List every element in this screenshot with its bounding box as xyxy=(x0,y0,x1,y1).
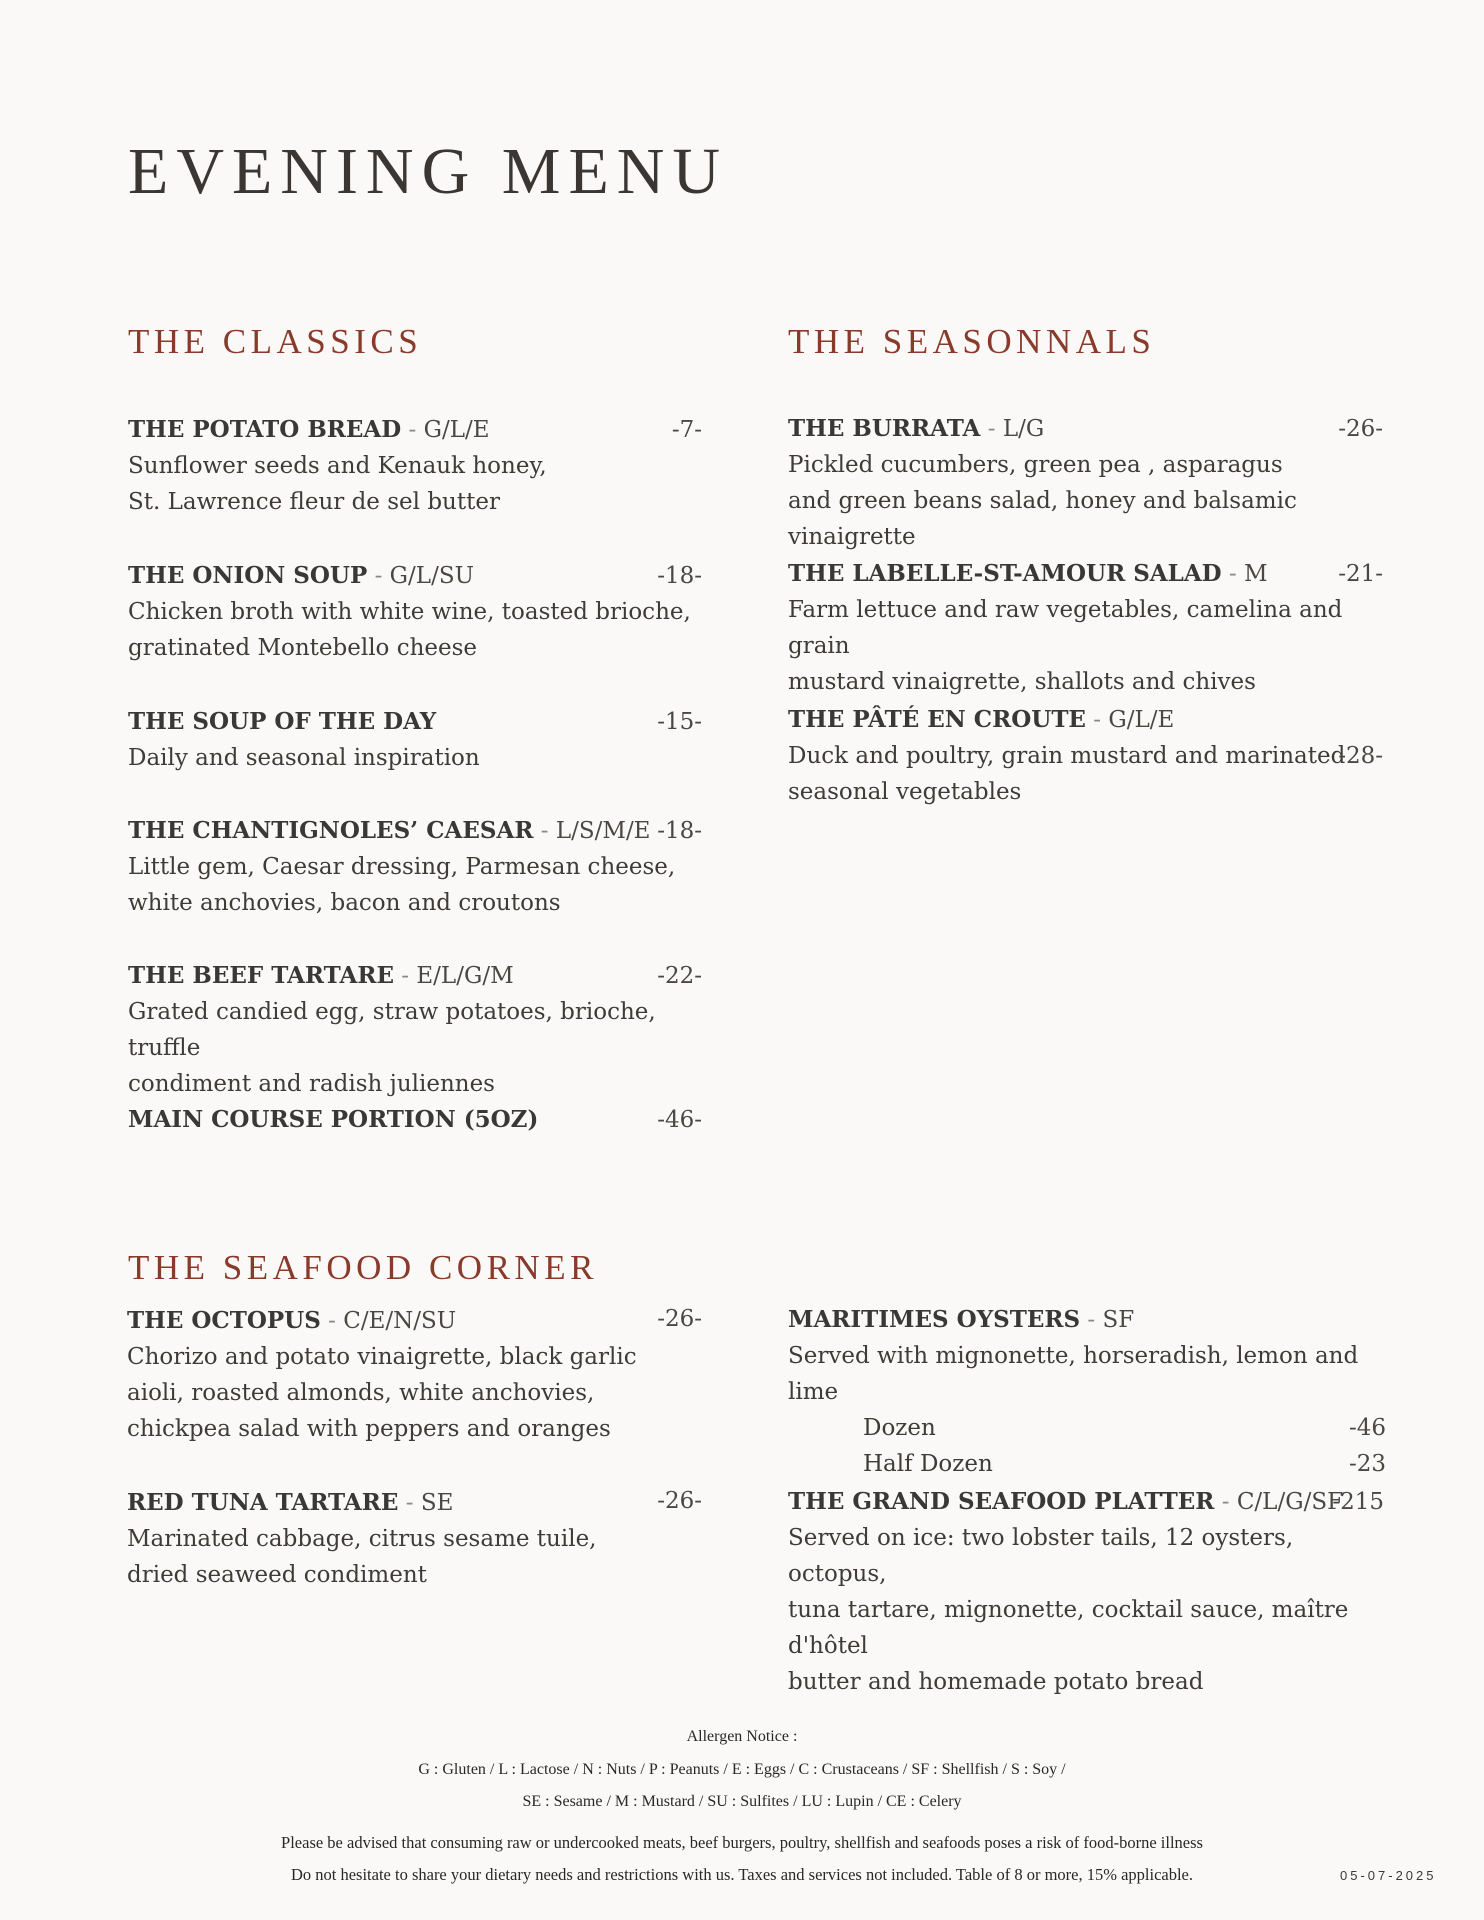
menu-item-labelle-salad: THE LABELLE-ST-AMOUR SALAD - M -21- Farm lettuce and raw vegetables, camelina and grain mustard vinaigrette, shallots and chives xyxy=(788,556,1385,700)
item-price: -18- xyxy=(657,563,702,589)
item-price: -26- xyxy=(657,1306,702,1332)
menu-item-grand-seafood-platter: THE GRAND SEAFOOD PLATTER - C/L/G/SF -215 Served on ice: two lobster tails, 12 oysters, octopus, tuna tartare, mignonette, cocktail sauce, maître d'hôtel butter and homemade potato bread xyxy=(788,1484,1386,1700)
item-price: -22- xyxy=(657,963,702,989)
section-title-classics: THE CLASSICS xyxy=(128,322,423,361)
section-title-seafood: THE SEAFOOD CORNER xyxy=(128,1248,598,1287)
menu-item-beef-tartare: THE BEEF TARTARE - E/L/G/M -22- Grated candied egg, straw potatoes, brioche, truffle condiment and radish juliennes MAIN COURSE PORTION (5OZ) -46- xyxy=(128,958,702,1138)
allergen-notice-title: Allergen Notice : xyxy=(686,1728,798,1745)
menu-item-caesar: THE CHANTIGNOLES’ CAESAR - L/S/M/E -18- Little gem, Caesar dressing, Parmesan cheese, white anchovies, bacon and croutons xyxy=(128,813,702,921)
menu-item-soup-of-the-day: THE SOUP OF THE DAY -15- Daily and seasonal inspiration xyxy=(128,704,702,776)
item-price: -46- xyxy=(657,1107,702,1133)
item-price: -7- xyxy=(671,417,702,443)
item-price: -21- xyxy=(1338,561,1383,587)
item-price: -215 xyxy=(1332,1489,1384,1515)
menu-item-pate-en-croute: THE PÂTÉ EN CROUTE - G/L/E Duck and poultry, grain mustard and marinated -28- seasonal vegetables xyxy=(788,706,1383,805)
menu-item-red-tuna-tartare: RED TUNA TARTARE - SE -26- Marinated cabbage, citrus sesame tuile, dried seaweed condiment xyxy=(127,1485,702,1593)
menu-item-potato-bread: THE POTATO BREAD - G/L/E -7- Sunflower seeds and Kenauk honey, St. Lawrence fleur de sel butter xyxy=(128,412,702,520)
allergen-legend-line-1: G : Gluten / L : Lactose / N : Nuts / P : Peanuts / E : Eggs / C : Crustaceans / SF : Shellfish / S : Soy / xyxy=(418,1761,1066,1778)
menu-item-octopus: THE OCTOPUS - C/E/N/SU -26- Chorizo and potato vinaigrette, black garlic aioli, roasted almonds, white anchovies, chickpea salad with peppers and oranges xyxy=(127,1303,702,1447)
item-price: -18- xyxy=(657,818,702,844)
item-price: -26- xyxy=(657,1488,702,1514)
item-price: -46 xyxy=(1348,1415,1386,1441)
section-title-seasonnals: THE SEASONNALS xyxy=(788,322,1156,361)
allergen-legend-line-2: SE : Sesame / M : Mustard / SU : Sulfites / LU : Lupin / CE : Celery xyxy=(522,1793,962,1810)
food-safety-warning: Please be advised that consuming raw or undercooked meats, beef burgers, poultry, shellfish and seafoods poses a risk of food-borne illness xyxy=(281,1833,1203,1852)
item-price: -23 xyxy=(1348,1451,1386,1477)
menu-item-maritimes-oysters: MARITIMES OYSTERS - SF Served with mignonette, horseradish, lemon and lime Dozen -46 Half Dozen -23 xyxy=(788,1302,1386,1482)
menu-item-onion-soup: THE ONION SOUP - G/L/SU -18- Chicken broth with white wine, toasted brioche, gratinated Montebello cheese xyxy=(128,558,702,666)
oyster-option-dozen: Dozen -46 xyxy=(788,1410,1386,1446)
menu-title: EVENING MENU xyxy=(128,135,729,208)
menu-item-burrata: THE BURRATA - L/G -26- Pickled cucumbers, green pea , asparagus and green beans salad, honey and balsamic vinaigrette xyxy=(788,411,1385,555)
item-price: -28- xyxy=(1338,743,1383,769)
dietary-policy: Do not hesitate to share your dietary needs and restrictions with us. Taxes and services not included. Table of 8 or more, 15% applicable. xyxy=(290,1865,1194,1884)
main-course-portion: MAIN COURSE PORTION (5OZ) -46- xyxy=(128,1102,702,1138)
oyster-option-half-dozen: Half Dozen -23 xyxy=(788,1446,1386,1482)
item-price: -15- xyxy=(657,709,702,735)
item-price: -26- xyxy=(1338,416,1383,442)
menu-date: 05-07-2025 xyxy=(1340,1868,1437,1883)
